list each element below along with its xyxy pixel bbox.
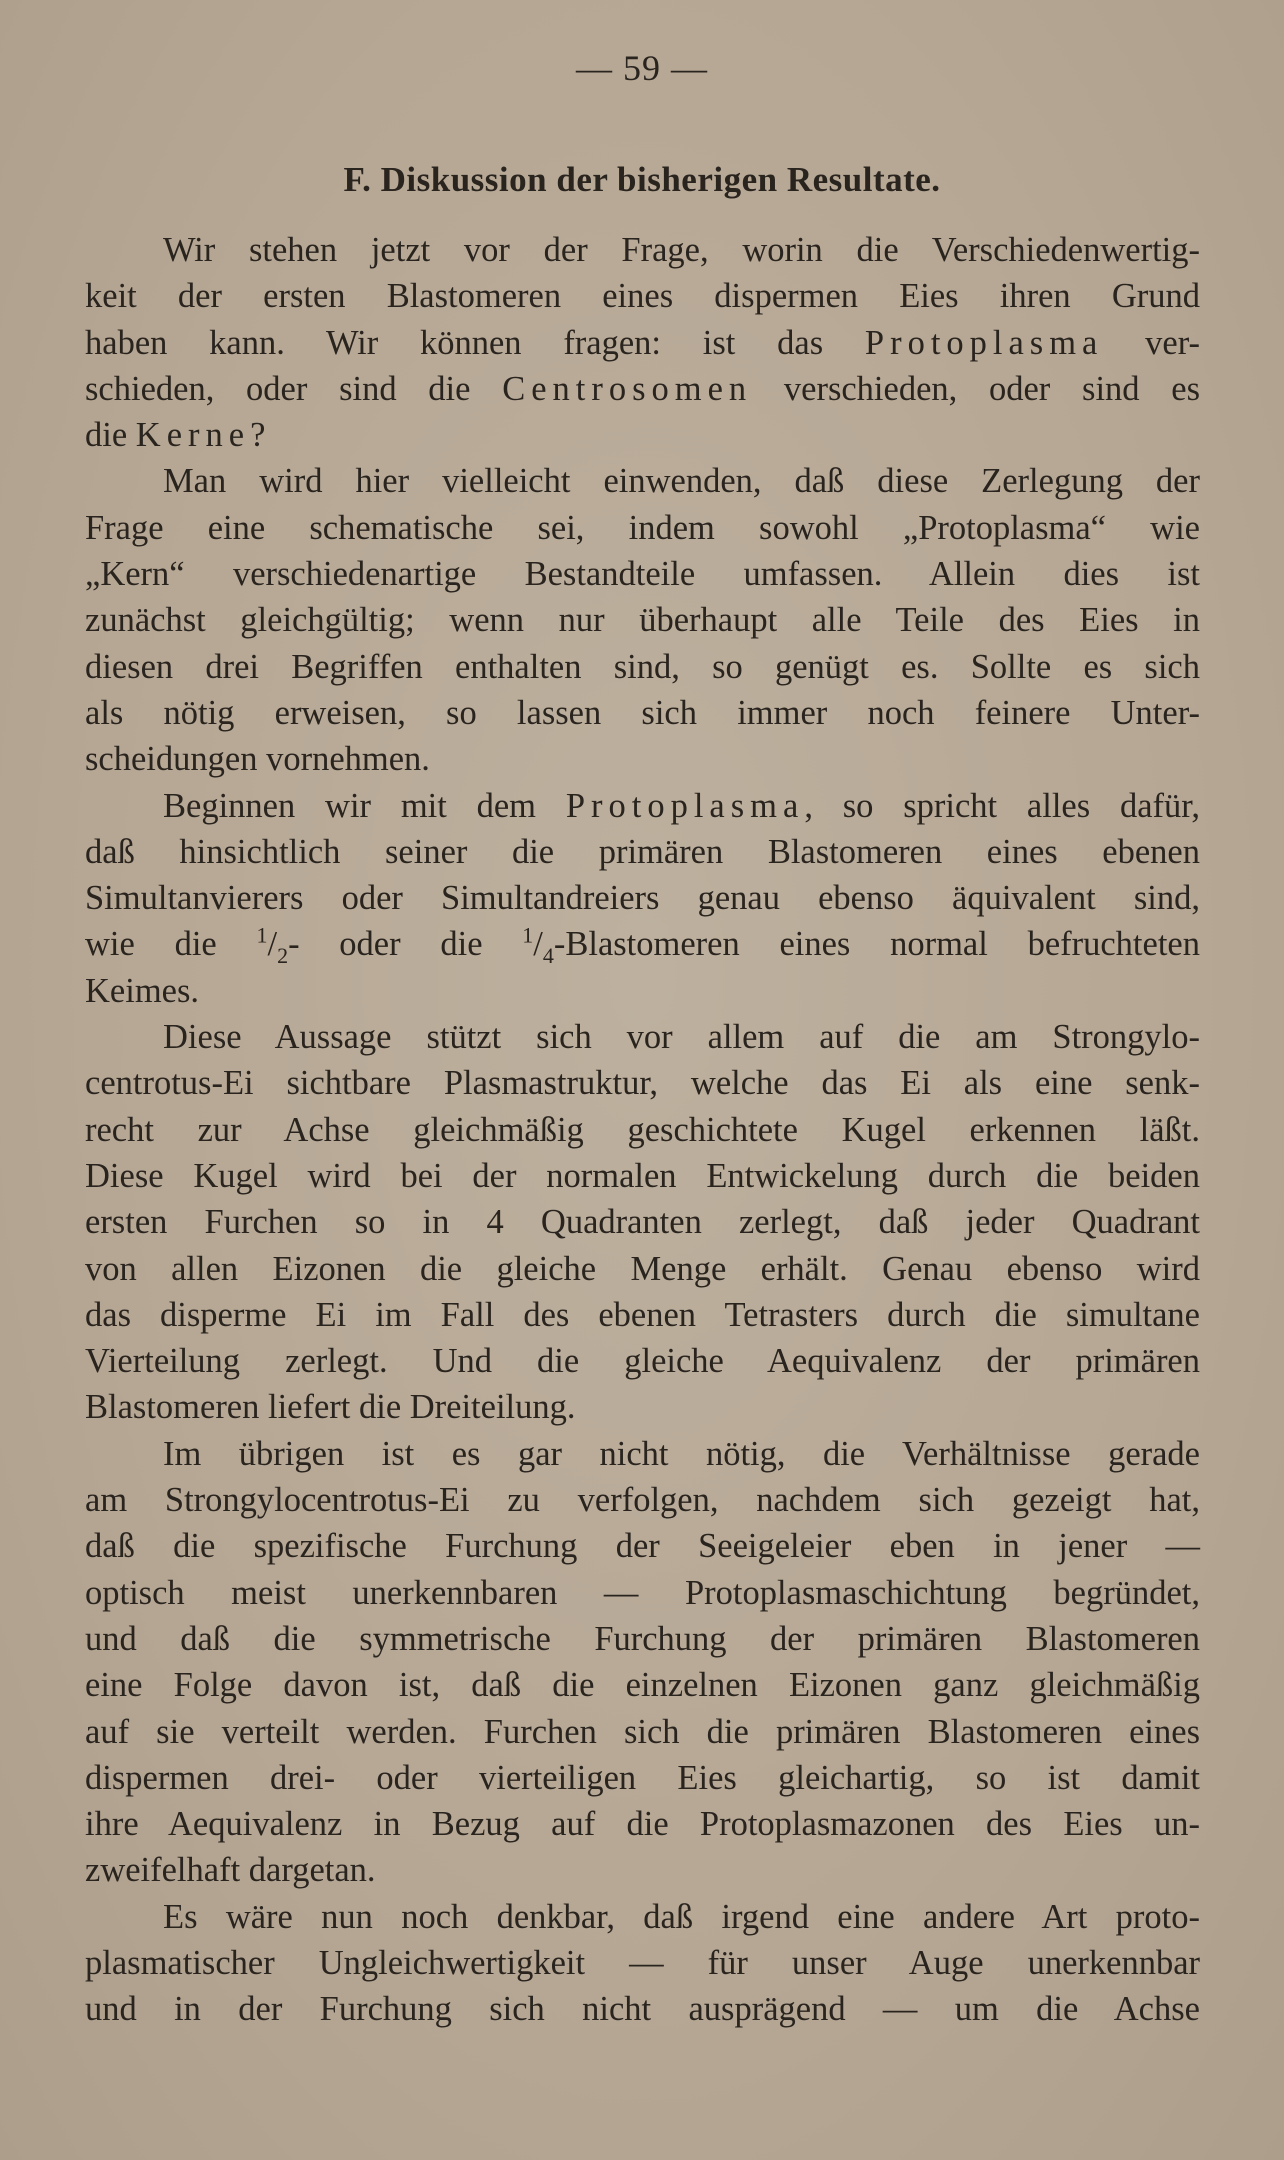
text-line: [85, 320, 1200, 366]
text-line: plasmatischer Ungleichwertigkeit — für unser Auge unerkennbar: [85, 1943, 1200, 1982]
fraction-half: $^1/_2$: [256, 922, 289, 969]
text-line: dispermen drei- oder vierteiligen Eies gleichartig, so ist damit: [85, 1758, 1200, 1797]
text-line: ersten Furchen so in 4 Quadranten zerlegt, daß jeder Quadrant: [85, 1203, 1200, 1242]
text-line: Diese Aussage stützt sich vor allem auf die am Strongylo-: [163, 1018, 1200, 1057]
text-line: „Kern“ verschiedenartige Bestandteile umfassen. Allein dies ist: [85, 555, 1200, 594]
text-run: die: [85, 416, 136, 455]
text-line: Blastomeren liefert die Dreiteilung.: [85, 1388, 576, 1427]
text-run: , so spricht alles dafür,: [804, 786, 1200, 825]
text-line: [85, 921, 1200, 967]
text-run: ver-: [1103, 323, 1200, 362]
text-line: centrotus-Ei sichtbare Plasmastruktur, welche das Ei als eine senk-: [85, 1064, 1200, 1103]
text-line: Frage eine schematische sei, indem sowohl „Protoplasma“ wie: [85, 508, 1200, 547]
text-line: zweifelhaft dargetan.: [85, 1851, 376, 1890]
text-run: -Blastomeren eines normal befruchteten: [553, 925, 1200, 964]
text-run: schieden, oder sind die: [85, 369, 503, 408]
text-run: haben kann. Wir können fragen: ist das: [85, 323, 865, 362]
text-line: scheidungen vornehmen.: [85, 740, 430, 779]
text-line: auf sie verteilt werden. Furchen sich die primären Blastomeren eines: [85, 1712, 1200, 1751]
text-line: Diese Kugel wird bei der normalen Entwickelung durch die beiden: [85, 1156, 1200, 1195]
fraction-denominator: 4: [542, 943, 554, 969]
fraction-denominator: 2: [277, 943, 289, 969]
text-line: Simultanvierers oder Simultandreiers genau ebenso äquivalent sind,: [85, 879, 1200, 918]
text-line: als nötig erweisen, so lassen sich immer noch feinere Unter-: [85, 693, 1200, 732]
text-line: am Strongylocentrotus-Ei zu verfolgen, nachdem sich gezeigt hat,: [85, 1481, 1200, 1520]
emphasized-term: Protoplasma: [864, 323, 1104, 362]
text-line: das disperme Ei im Fall des ebenen Tetrasters durch die simultane: [85, 1295, 1200, 1334]
text-line: Es wäre nun noch denkbar, daß irgend eine andere Art proto-: [163, 1897, 1200, 1936]
text-run: ?: [250, 416, 266, 455]
text-run: wie die: [85, 925, 257, 964]
page-number: — 59 —: [576, 48, 708, 88]
fraction-numerator: 1: [256, 922, 268, 948]
text-line: zunächst gleichgültig; wenn nur überhaupt alle Teile des Eies in: [85, 601, 1200, 640]
text-run: - oder die: [288, 925, 523, 964]
text-line: optisch meist unerkennbaren — Protoplasmaschichtung begründet,: [85, 1573, 1200, 1612]
text-line: [85, 783, 1200, 829]
emphasized-term: Protoplasma: [565, 786, 805, 825]
body-text: [85, 227, 1200, 2033]
text-line: daß hinsichtlich seiner die primären Blastomeren eines ebenen: [85, 832, 1200, 871]
section-heading: F. Diskussion der bisherigen Resultate.: [343, 160, 941, 199]
text-line: und daß die symmetrische Furchung der primären Blastomeren: [85, 1619, 1200, 1658]
emphasized-term: Centrosomen: [502, 369, 753, 408]
text-line: daß die spezifische Furchung der Seeigeleier eben in jener —: [85, 1527, 1200, 1566]
text-line: Wir stehen jetzt vor der Frage, worin die Verschiedenwertig-: [163, 231, 1200, 269]
text-run: Beginnen wir mit dem: [163, 786, 566, 825]
text-line: Vierteilung zerlegt. Und die gleiche Aequivalenz der primären: [85, 1342, 1200, 1381]
text-line: von allen Eizonen die gleiche Menge erhält. Genau ebenso wird: [85, 1249, 1200, 1288]
text-line: eine Folge davon ist, daß die einzelnen Eizonen ganz gleichmäßig: [85, 1666, 1200, 1705]
text-line: und in der Furchung sich nicht ausprägend — um die Achse: [85, 1990, 1200, 2029]
text-line: recht zur Achse gleichmäßig geschichtete Kugel erkennen läßt.: [85, 1110, 1200, 1149]
text-run: verschieden, oder sind es: [752, 369, 1200, 408]
text-line: Keimes.: [85, 971, 200, 1010]
fraction-numerator: 1: [522, 922, 534, 948]
text-line: [85, 366, 1200, 412]
text-line: Man wird hier vielleicht einwenden, daß diese Zerlegung der: [163, 462, 1200, 501]
text-line: ihre Aequivalenz in Bezug auf die Protoplasmazonen des Eies un-: [85, 1805, 1200, 1844]
emphasized-term: Kerne: [135, 416, 251, 455]
text-line: Im übrigen ist es gar nicht nötig, die Verhältnisse gerade: [163, 1434, 1200, 1473]
text-line: diesen drei Begriffen enthalten sind, so genügt es. Sollte es sich: [85, 647, 1200, 686]
text-line: keit der ersten Blastomeren eines dispermen Eies ihren Grund: [85, 277, 1200, 316]
fraction-quarter: $^1/_4$: [522, 922, 554, 969]
text-line: [85, 412, 1200, 458]
